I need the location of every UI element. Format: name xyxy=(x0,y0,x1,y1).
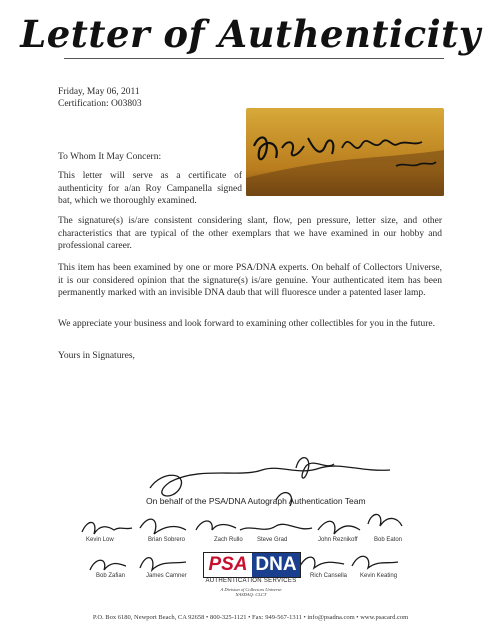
signer-name: Zach Rullo xyxy=(214,537,243,543)
signer-name: Bob Zafian xyxy=(96,573,126,579)
letter-date: Friday, May 06, 2011 xyxy=(58,87,140,97)
footer-contact: P.O. Box 6180, Newport Beach, CA 92658 • 800-325-1121 • Fax: 949-567-1311 • info@psadna.com • www.psacard.com xyxy=(92,614,409,621)
closing-line: Yours in Signatures, xyxy=(58,351,135,361)
logo-psa-part: PSA xyxy=(204,553,252,577)
paragraph-consistency: The signature(s) is/are consistent considering slant, flow, pen pressure, letter size, and other characteristics that are typical of the other exemplars that we have examined in our hobby and professional career. xyxy=(58,216,442,251)
letter-heading: Letter of Authenticity xyxy=(20,12,481,56)
paragraph-certificate: This letter will serve as a certificate of authenticity for a/an Roy Campanella signed bat, which we thoroughly examined. xyxy=(58,171,242,206)
signer-name: Bob Eaton xyxy=(374,537,403,543)
division-ticker: NASDAQ: CLCT xyxy=(235,592,267,597)
salutation: To Whom It May Concern: xyxy=(58,152,162,162)
signer-name: James Camner xyxy=(146,573,187,579)
signer-name: Steve Grad xyxy=(257,537,288,543)
signer-name: Kevin Keating xyxy=(360,573,398,579)
authentication-services-label: AUTHENTICATION SERVICES xyxy=(205,578,297,584)
division-note xyxy=(196,587,306,597)
paragraph-appreciation: We appreciate your business and look forward to examining other collectibles for you in the future. xyxy=(58,319,436,329)
authentication-team-label: On behalf of the PSA/DNA Autograph Authentication Team xyxy=(146,496,366,506)
certification-number: Certification: O03803 xyxy=(58,99,142,109)
paragraph-examination: This item has been examined by one or more PSA/DNA experts. On behalf of Collectors Universe, it is our considered opinion that the signature(s) is/are genuine. Your authenticated item has been permanently marked with an invisible DNA daub that will fluoresce under a patented laser lamp. xyxy=(58,263,442,298)
signer-name: Brian Sobrero xyxy=(148,537,186,543)
logo-dna-part: DNA xyxy=(252,553,300,577)
psa-dna-logo xyxy=(203,552,301,578)
division-line: A Division of Collectors Universe xyxy=(220,587,282,592)
signer-name: Rich Cansella xyxy=(310,573,348,579)
signer-name: John Reznikoff xyxy=(318,537,358,543)
signer-name: Kevin Low xyxy=(86,537,114,543)
